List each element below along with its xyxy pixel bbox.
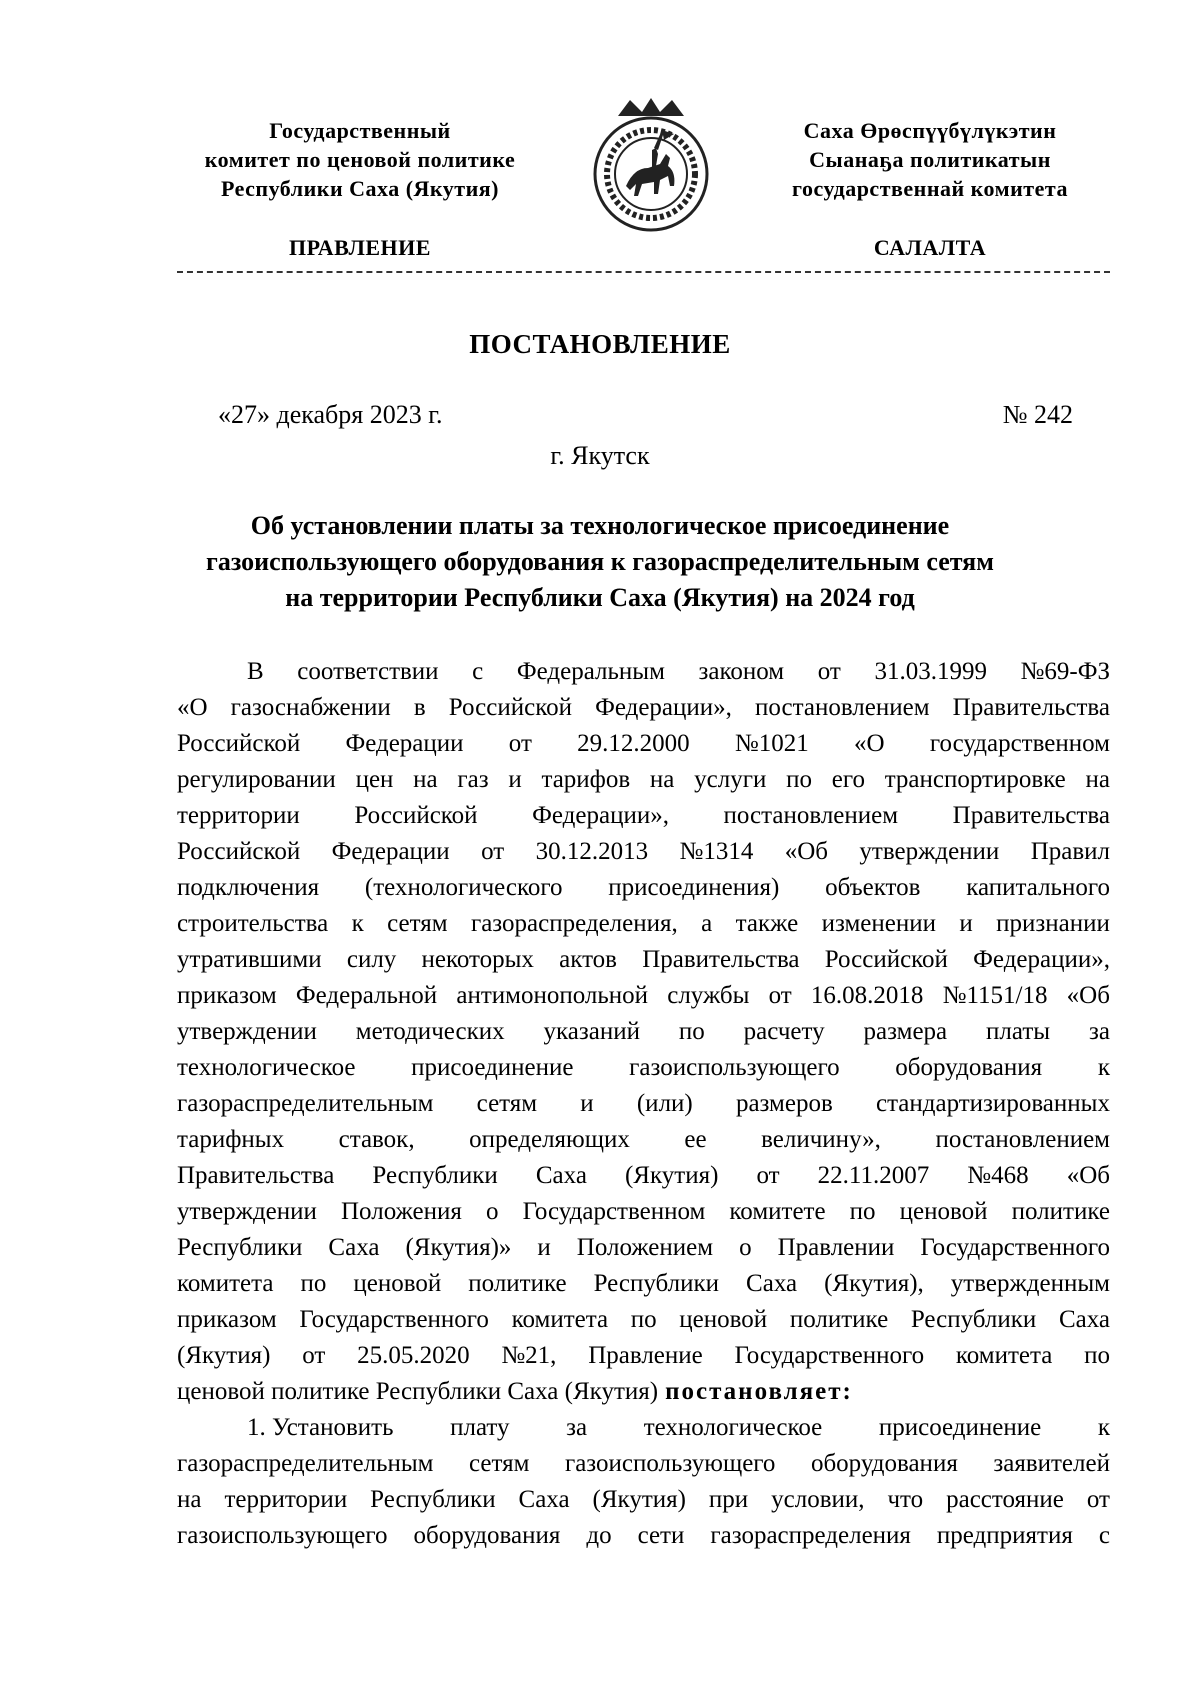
word: Саха [328, 1234, 380, 1261]
word: от [756, 1162, 780, 1189]
word: Государственного [299, 1306, 489, 1333]
word: В [247, 658, 264, 685]
word: Правил [1030, 838, 1110, 865]
subject-line: Об установлении платы за технологическое присоединение [250, 511, 950, 540]
word: ее [684, 1126, 707, 1153]
word: Федерации», [532, 802, 669, 829]
word: 16.08.2018 [810, 982, 924, 1009]
word: транспортировке [884, 766, 1066, 793]
word: приказом [177, 1306, 277, 1333]
word: расстояние [946, 1486, 1064, 1513]
word: Федеральным [516, 658, 665, 685]
word: технологическое [177, 1054, 356, 1081]
word: цен [355, 766, 394, 793]
paragraph-item-1 [177, 1410, 1110, 1554]
document-body [177, 654, 1110, 1554]
word: территории [224, 1486, 348, 1513]
text-line [177, 1482, 1110, 1518]
word: признании [996, 910, 1110, 937]
text-line [177, 1266, 1110, 1302]
document-date: «27» декабря 2023 г. [218, 400, 443, 429]
word: к [351, 910, 364, 937]
document-subject [150, 508, 1050, 616]
word: и [508, 766, 522, 793]
word: 22.11.2007 [817, 1162, 930, 1189]
text-line [177, 798, 1110, 834]
word: Республики [370, 1486, 496, 1513]
subject-line: газоиспользующего оборудования к газораспределительным сетям [206, 547, 994, 576]
word: Республики [910, 1306, 1037, 1333]
word: 1. Установить [247, 1414, 394, 1441]
word: политике [468, 1270, 567, 1297]
word: №1151/18 [942, 982, 1048, 1009]
text-line [177, 1014, 1110, 1050]
word: законом [698, 658, 785, 685]
word: тарифных [177, 1126, 285, 1153]
word: постановлением [935, 1126, 1110, 1153]
word: антимонопольной [456, 982, 649, 1009]
word: ценовой [679, 1306, 768, 1333]
word: №1021 [734, 730, 809, 757]
text-line [177, 1050, 1110, 1086]
text-line [177, 1158, 1110, 1194]
word: капитального [966, 874, 1110, 901]
word: постановлением [723, 802, 899, 829]
text-line [177, 942, 1110, 978]
text-line [177, 1302, 1110, 1338]
word: «Об [784, 838, 828, 865]
word: изменении [821, 910, 936, 937]
word: до [586, 1522, 612, 1549]
word: услуги [694, 766, 767, 793]
word: Положением [576, 1234, 714, 1261]
word: объектов [825, 874, 921, 901]
text-line [177, 1086, 1110, 1122]
word: расчету [743, 1018, 825, 1045]
word: Государственного [920, 1234, 1110, 1261]
word: регулировании [177, 766, 336, 793]
word: технологическое [643, 1414, 823, 1441]
word: и [537, 1234, 551, 1261]
word: на [177, 1486, 202, 1513]
word: также [735, 910, 799, 937]
word: строительства [177, 910, 329, 937]
text-line [177, 1446, 1110, 1482]
word: ценовой [899, 1198, 988, 1225]
word: тарифов [541, 766, 631, 793]
word: газоиспользующего [629, 1054, 840, 1081]
subject-line: на территории Республики Саха (Якутия) на 2024 год [285, 583, 915, 612]
word: газораспределения, [470, 910, 678, 937]
word: утратившими [177, 946, 322, 973]
word: Федерации», [973, 946, 1110, 973]
header-right-line: Сыанаҕа политикатын [809, 147, 1051, 172]
word: присоединение [878, 1414, 1042, 1441]
word: №21, [501, 1342, 557, 1369]
word: комитете [729, 1198, 826, 1225]
text-line [177, 726, 1110, 762]
word: от [302, 1342, 326, 1369]
document-number: № 242 [1002, 400, 1073, 429]
board-label-left: ПРАВЛЕНИЕ [289, 235, 431, 260]
header-divider [177, 271, 1110, 273]
text-line [177, 654, 1110, 690]
word: сетям [387, 910, 448, 937]
word: Российской [177, 838, 301, 865]
word: Федеральной [295, 982, 438, 1009]
word: сетям [469, 1450, 530, 1477]
word: Российской [824, 946, 948, 973]
word: Республики [593, 1270, 720, 1297]
resolves-keyword: постановляет: [665, 1378, 853, 1405]
word: на [1085, 766, 1110, 793]
word: от [1086, 1486, 1110, 1513]
word: Саха [535, 1162, 587, 1189]
word: стандартизированных [875, 1090, 1110, 1117]
word: от [768, 982, 792, 1009]
word: к [1097, 1054, 1110, 1081]
word: газораспределения [710, 1522, 911, 1549]
preamble-last-line-text: ценовой политике Республики Саха (Якутия) [177, 1378, 659, 1405]
word: от [817, 658, 841, 685]
word: Российской [177, 730, 301, 757]
word: оборудования [895, 1054, 1043, 1081]
text-line [177, 1410, 1110, 1446]
document-title: ПОСТАНОВЛЕНИЕ [469, 329, 731, 359]
word: газ [457, 766, 489, 793]
word: Правлении [777, 1234, 895, 1261]
word: плату [450, 1414, 510, 1441]
word: комитета [955, 1342, 1053, 1369]
word: и [959, 910, 973, 937]
paragraph-preamble [177, 654, 1110, 1374]
word: «Об [1066, 1162, 1110, 1189]
word: в [413, 694, 426, 721]
header-right-line: Саха Өрөспүүбүлүкэтин [803, 118, 1057, 143]
word: Правительства [952, 694, 1110, 721]
word: (Якутия) [177, 1342, 271, 1369]
word: Федерации [345, 730, 464, 757]
word: №1314 [679, 838, 754, 865]
word: утвержденным [950, 1270, 1110, 1297]
word: политике [789, 1306, 889, 1333]
header-left-org-name [165, 116, 555, 203]
header-right-line: государственнай комитета [792, 176, 1068, 201]
word: платы [986, 1018, 1051, 1045]
word: указаний [543, 1018, 640, 1045]
text-line [177, 870, 1110, 906]
word: Республики [177, 1234, 303, 1261]
word: газораспределительным [177, 1090, 434, 1117]
word: что [887, 1486, 924, 1513]
word: оборудования [413, 1522, 561, 1549]
word: газоснабжении [230, 694, 391, 721]
word: размера [863, 1018, 948, 1045]
word: комитета [511, 1306, 609, 1333]
word: (Якутия) [592, 1486, 686, 1513]
word: по [849, 1198, 876, 1225]
word: по [300, 1270, 327, 1297]
word: с [472, 658, 484, 685]
document-city: г. Якутск [550, 441, 650, 470]
word: подключения [177, 874, 320, 901]
word: государственном [929, 730, 1110, 757]
word: соответствии [297, 658, 439, 685]
word: Российской [448, 694, 572, 721]
word: Республики [372, 1162, 498, 1189]
text-line [177, 1338, 1110, 1374]
word: о [485, 1198, 499, 1225]
word: №468 [967, 1162, 1029, 1189]
word: по [678, 1018, 705, 1045]
word: на [413, 766, 438, 793]
word: газоиспользующего [564, 1450, 776, 1477]
word: Правление [588, 1342, 703, 1369]
word: Положения [341, 1198, 462, 1225]
word: при [708, 1486, 749, 1513]
word: за [1088, 1018, 1110, 1045]
word: политике [1011, 1198, 1110, 1225]
word: условии, [771, 1486, 865, 1513]
word: службы [667, 982, 750, 1009]
word: определяющих [469, 1126, 630, 1153]
word: предприятия [936, 1522, 1073, 1549]
word: (Якутия)» [405, 1234, 512, 1261]
word: (или) [636, 1090, 693, 1117]
word: приказом [177, 982, 277, 1009]
word: «О [177, 694, 208, 721]
word: некоторых [421, 946, 534, 973]
word: Российской [354, 802, 478, 829]
word: утверждении [177, 1018, 317, 1045]
word: Федерации», [595, 694, 732, 721]
word: и [580, 1090, 594, 1117]
word: о [739, 1234, 752, 1261]
word: присоединение [411, 1054, 574, 1081]
word: его [831, 766, 865, 793]
board-label-right: САЛАЛТА [873, 235, 987, 260]
word: от [508, 730, 532, 757]
word: утверждении [177, 1198, 317, 1225]
word: утверждении [859, 838, 1000, 865]
header-right-org-name [750, 116, 1110, 203]
word: Федерации [331, 838, 450, 865]
word: «Об [1066, 982, 1110, 1009]
word: за [566, 1414, 588, 1441]
word: постановлением [755, 694, 930, 721]
word: «О [854, 730, 885, 757]
word: 25.05.2020 [357, 1342, 470, 1369]
word: а [701, 910, 713, 937]
word: газоиспользующего [177, 1522, 388, 1549]
word: силу [346, 946, 397, 973]
text-line [177, 1122, 1110, 1158]
word: комитета [177, 1270, 274, 1297]
word: Саха [518, 1486, 570, 1513]
word: 29.12.2000 [577, 730, 690, 757]
paragraph-preamble-last-line [177, 1374, 1110, 1410]
word: Саха [746, 1270, 798, 1297]
header-left-line: комитет по ценовой политике [204, 147, 516, 172]
word: Правительства [642, 946, 800, 973]
text-line [177, 978, 1110, 1014]
word: по [786, 766, 812, 793]
word: газораспределительным [177, 1450, 434, 1477]
word: сетям [476, 1090, 538, 1117]
word: от [481, 838, 505, 865]
text-line [177, 762, 1110, 798]
header-left-line: Республики Саха (Якутия) [220, 176, 500, 201]
word: по [1084, 1342, 1110, 1369]
header-left-line: Государственный [269, 118, 451, 143]
word: Государственного [734, 1342, 925, 1369]
word: территории [177, 802, 300, 829]
word: актов [559, 946, 617, 973]
word: Саха [1058, 1306, 1110, 1333]
text-line [177, 690, 1110, 726]
word: Государственном [522, 1198, 706, 1225]
word: Правительства [952, 802, 1110, 829]
word: Правительства [177, 1162, 335, 1189]
word: сети [637, 1522, 685, 1549]
text-line [177, 834, 1110, 870]
word: к [1097, 1414, 1110, 1441]
word: 31.03.1999 [874, 658, 987, 685]
text-line [177, 1230, 1110, 1266]
text-line [177, 1518, 1110, 1554]
word: (технологического [364, 874, 563, 901]
word: (Якутия) [624, 1162, 719, 1189]
word: размеров [735, 1090, 833, 1117]
word: присоединения) [608, 874, 780, 901]
word: заявителей [993, 1450, 1110, 1477]
word: по [630, 1306, 657, 1333]
word: №69-ФЗ [1020, 658, 1110, 685]
word: величину», [761, 1126, 881, 1153]
word: 30.12.2013 [535, 838, 649, 865]
word: ставок, [338, 1126, 415, 1153]
word: методических [355, 1018, 505, 1045]
text-line [177, 906, 1110, 942]
word: (Якутия), [824, 1270, 924, 1297]
word: ценовой [353, 1270, 442, 1297]
word: с [1098, 1522, 1110, 1549]
word: оборудования [810, 1450, 958, 1477]
word: на [649, 766, 675, 793]
text-line [177, 1194, 1110, 1230]
coat-of-arms-emblem [590, 94, 712, 234]
